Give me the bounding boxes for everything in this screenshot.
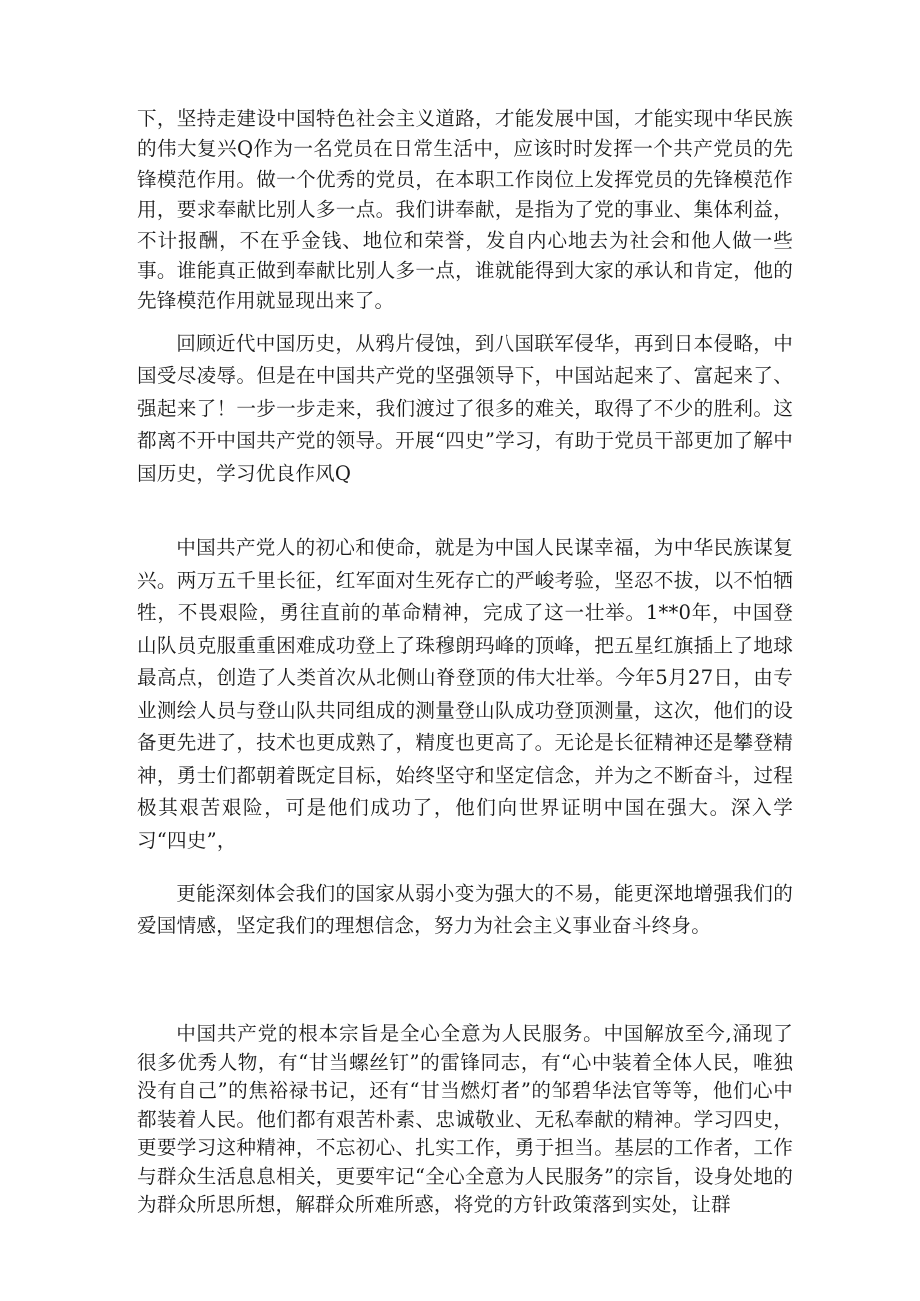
paragraph-4: 更能深刻体会我们的国家从弱小变为强大的不易，能更深地增强我们的爱国情感，坚定我们的理想信念，努力为社会主义事业奋斗终身。 (137, 882, 793, 937)
paragraph-1: 下，坚持走建设中国特色社会主义道路，才能发展中国，才能实现中华民族的伟大复兴Q作为一名党员在日常生活中，应该时时发挥一个共产党员的先锋模范作用。做一个优秀的党员，在本职工作岗位上发挥党员的先锋模范作用，要求奉献比别人多一点。我们讲奉献，是指为了党的事业、集体利益，不计报酬，不在乎金钱、地位和荣誉，发自内心地去为社会和他人做一些事。谁能真正做到奉献比别人多一点，谁就能得到大家的承认和肯定，他的先锋模范作用就显现出来了。 (137, 107, 793, 313)
paragraph-3: 中国共产党人的初心和使命，就是为中国人民谋幸福，为中华民族谋复兴。两万五千里长征，红军面对生死存亡的严峻考验，坚忍不拔，以不怕牺牲，不畏艰险，勇往直前的革命精神，完成了这一壮举。1**0年，中国登山队员克服重重困难成功登上了珠穆朗玛峰的顶峰，把五星红旗插上了地球最高点，创造了人类首次从北侧山脊登顶的伟大壮举。今年5月27日，由专业测绘人员与登山队共同组成的测量登山队成功登顶测量，这次，他们的设备更先进了，技术也更成熟了，精度也更高了。无论是长征精神还是攀登精神，勇士们都朝着既定目标，始终坚守和坚定信念，并为之不断奋斗，过程极其艰苦艰险，可是他们成功了，他们向世界证明中国在强大。深入学习“四史”， (137, 536, 793, 852)
paragraph-5: 中国共产党的根本宗旨是全心全意为人民服务。中国解放至今,涌现了很多优秀人物，有“甘当螺丝钉”的雷锋同志，有“心中装着全体人民，唯独没有自己”的焦裕禄书记，还有“甘当燃灯者”的邹碧华法官等等，他们心中都装着人民。他们都有艰苦朴素、忠诚敬业、无私奉献的精神。学习四史，更要学习这种精神，不忘初心、扎实工作，勇于担当。基层的工作者，工作与群众生活息息相关，更要牢记“全心全意为人民服务”的宗旨，设身处地的为群众所思所想，解群众所难所惑，将党的方针政策落到实处，让群 (137, 1022, 793, 1216)
paragraph-2: 回顾近代中国历史，从鸦片侵蚀，到八国联军侵华，再到日本侵略，中国受尽凌辱。但是在中国共产党的坚强领导下，中国站起来了、富起来了、强起来了！一步一步走来，我们渡过了很多的难关，取得了不少的胜利。这都离不开中国共产党的领导。开展“四史”学习，有助于党员干部更加了解中国历史，学习优良作风Q (137, 332, 793, 485)
